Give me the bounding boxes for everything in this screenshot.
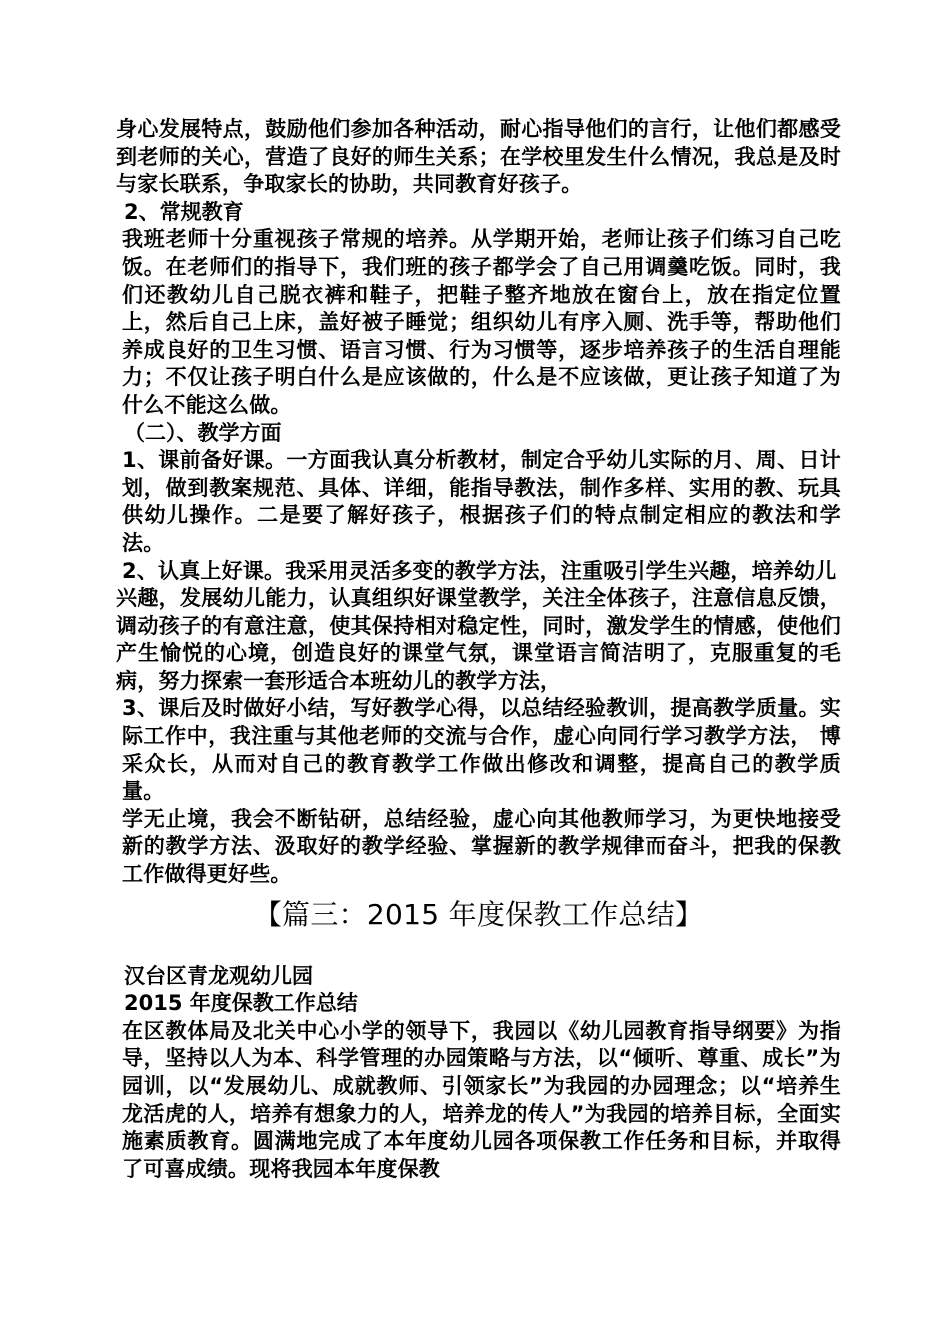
paragraph-closing: 学无止境，我会不断钻研，总结经验，虚心向其他教师学习，为更快地接受新的教学方法、汲取好的教学经验、掌握新的教学规律而奋斗，把我的保教工作做得更好些。 <box>122 806 841 887</box>
heading-routine-education: 2、常规教育 <box>124 199 244 224</box>
heading-teaching: （二）、教学方面 <box>124 420 282 445</box>
paragraph-summary: 3、课后及时做好小结，写好教学心得，以总结经验教训，提高教学质量。实际工作中，我注重与其他老师的交流与合作，虚心向同行学习教学方法， 博采众长，从而对自己的教育教学工作做出修改和调整，提高自己的教学质量。 <box>122 696 841 804</box>
document-body <box>116 116 841 1183</box>
section-title: 【篇三：2015 年度保教工作总结】 <box>253 897 704 931</box>
paragraph-lesson-prep: 1、课前备好课。一方面我认真分析教材，制定合乎幼儿实际的月、周、日计划，做到教案规范、具体、详细，能指导教法，制作多样、实用的教、玩具供幼儿操作。二是要了解好孩子，根据孩子们的特点制定相应的教法和学法。 <box>122 448 841 555</box>
paragraph-care: 身心发展特点，鼓励他们参加各种活动，耐心指导他们的言行，让他们都感受到老师的关心，营造了良好的师生关系；在学校里发生什么情况，我总是及时与家长联系，争取家长的协助，共同教育好孩子。 <box>116 117 841 197</box>
spacer <box>116 939 841 963</box>
paragraph-class-a: 2、认真上好课。我采用灵活多变的教学方法，注重吸引学生兴趣，培养幼儿 <box>122 558 837 583</box>
report-title: 2015 年度保教工作总结 <box>124 991 358 1016</box>
paragraph-intro: 在区教体局及北关中心小学的领导下，我园以《幼儿园教育指导纲要》为指导，坚持以人为本、科学管理的办园策略与方法，以“倾听、尊重、成长”为园训，以“发展幼儿、成就教师、引领家长”为我园的办园理念；以“培养生龙活虎的人，培养有想象力的人，培养龙的传人”为我园的培养目标，全面实施素质教育。圆满地完成了本年度幼儿园各项保教工作任务和目标，并取得了可喜成绩。现将我园本年度保教 <box>122 1018 841 1181</box>
paragraph-routine: 我班老师十分重视孩子常规的培养。从学期开始，老师让孩子们练习自己吃饭。在老师们的指导下，我们班的孩子都学会了自己用调羹吃饭。同时，我们还教幼儿自己脱衣裤和鞋子，把鞋子整齐地放在窗台上，放在指定位置上，然后自己上床，盖好被子睡觉；组织幼儿有序入厕、洗手等，帮助他们养成良好的卫生习惯、语言习惯、行为习惯等，逐步培养孩子的生活自理能力；不仅让孩子明白什么是应该做的，什么是不应该做，更让孩子知道了为什么不能这么做。 <box>122 227 841 417</box>
paragraph-class-b: 兴趣，发展幼儿能力，认真组织好课堂教学，关注全体孩子，注意信息反馈，调动孩子的有意注意，使其保持相对稳定性，同时，激发学生的情感，使他们产生愉悦的心境，创造良好的课堂气氛，课堂语言简洁明了，克服重复的毛病，努力探索一套形适合本班幼儿的教学方法， <box>116 586 841 693</box>
org-name: 汉台区青龙观幼儿园 <box>124 963 313 988</box>
